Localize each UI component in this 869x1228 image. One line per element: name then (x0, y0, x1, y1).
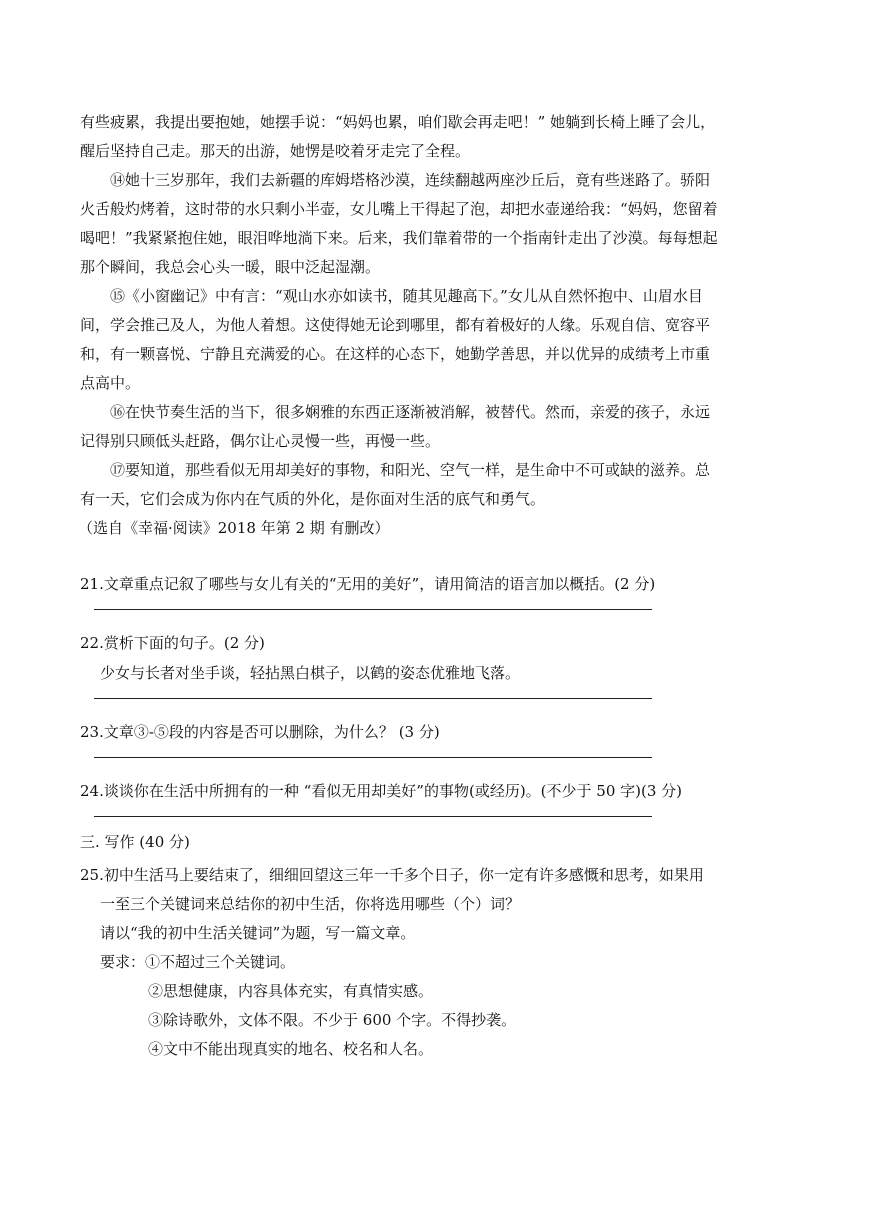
question-22-sentence: 少女与长者对坐手谈，轻拈黑白棋子，以鹤的姿态优雅地飞落。 (100, 664, 521, 682)
answer-line-23[interactable] (94, 757, 652, 758)
article-paragraph-17: ⑰要知道，那些看似无用却美好的事物，和阳光、空气一样，是生命中不可或缺的滋养。总有一天，它们会成为你内在气质的外化，是你面对生活的底气和勇气。 (80, 461, 711, 508)
writing-section-title: 三. 写作 (40 分) (80, 833, 190, 851)
answer-line-21[interactable] (94, 609, 652, 610)
question-22: 22.赏析下面的句子。(2 分) (80, 634, 265, 652)
answer-line-24[interactable] (94, 816, 652, 817)
question-25-requirement-1: 要求：①不超过三个关键词。 (100, 953, 296, 971)
question-25-intro: 25.初中生活马上要结束了，细细回望这三年一千多个日子，你一定有许多感慨和思考，如果用 (80, 866, 704, 884)
article-paragraph-14: ⑭她十三岁那年，我们去新疆的库姆塔格沙漠，连续翻越两座沙丘后，竟有些迷路了。骄阳火舌般灼烤着，这时带的水只剩小半壶，女儿嘴上干得起了泡，却把水壶递给我：“妈妈，您留着喝吧！”我紧紧抱住她，眼泪哗地淌下来。后来，我们靠着带的一个指南针走出了沙漠。每每想起那个瞬间，我总会心头一暖，眼中泛起湿潮。 (80, 171, 718, 276)
article-source: （选自《幸福·阅读》2018 年第 2 期 有删改） (78, 519, 390, 537)
question-25-requirement-3: ③除诗歌外，文体不限。不少于 600 个字。不得抄袭。 (148, 1011, 517, 1029)
question-24: 24.谈谈你在生活中所拥有的一种 “看似无用却美好”的事物(或经历)。(不少于 50 字)(3 分) (80, 782, 683, 800)
answer-line-22[interactable] (94, 698, 652, 699)
article-paragraph-continued: 有些疲累，我提出要抱她，她摆手说：“妈妈也累，咱们歇会再走吧！” 她躺到长椅上睡了会儿，醒后坚持自己走。那天的出游，她愣是咬着牙走完了全程。 (80, 113, 716, 160)
question-25-requirement-2: ②思想健康，内容具体充实，有真情实感。 (148, 982, 434, 1000)
exam-page (80, 108, 720, 1064)
question-25-task: 请以“我的初中生活关键词”为题，写一篇文章。 (100, 924, 416, 942)
question-21: 21.文章重点记叙了哪些与女儿有关的“无用的美好”，请用简洁的语言加以概括。(2 分) (80, 575, 656, 593)
article-paragraph-16: ⑯在快节奏生活的当下，很多娴雅的东西正逐渐被消解，被替代。然而，亲爱的孩子，永远记得别只顾低头赶路，偶尔让心灵慢一些，再慢一些。 (80, 403, 711, 450)
article-paragraph-15: ⑮《小窗幽记》中有言：“观山水亦如读书，随其见趣高下。”女儿从自然怀抱中、山眉水目间，学会推己及人，为他人着想。这使得她无论到哪里，都有着极好的人缘。乐观自信、宽容平和，有一颗喜悦、宁静且充满爱的心。在这样的心态下，她勤学善思，并以优异的成绩考上市重点高中。 (80, 287, 711, 392)
question-25-requirement-4: ④文中不能出现真实的地名、校名和人名。 (148, 1040, 434, 1058)
question-23: 23.文章③-⑤段的内容是否可以删除，为什么？ (3 分) (80, 723, 440, 741)
question-25-intro-continued: 一至三个关键词来总结你的初中生活，你将选用哪些（个）词？ (100, 895, 521, 913)
